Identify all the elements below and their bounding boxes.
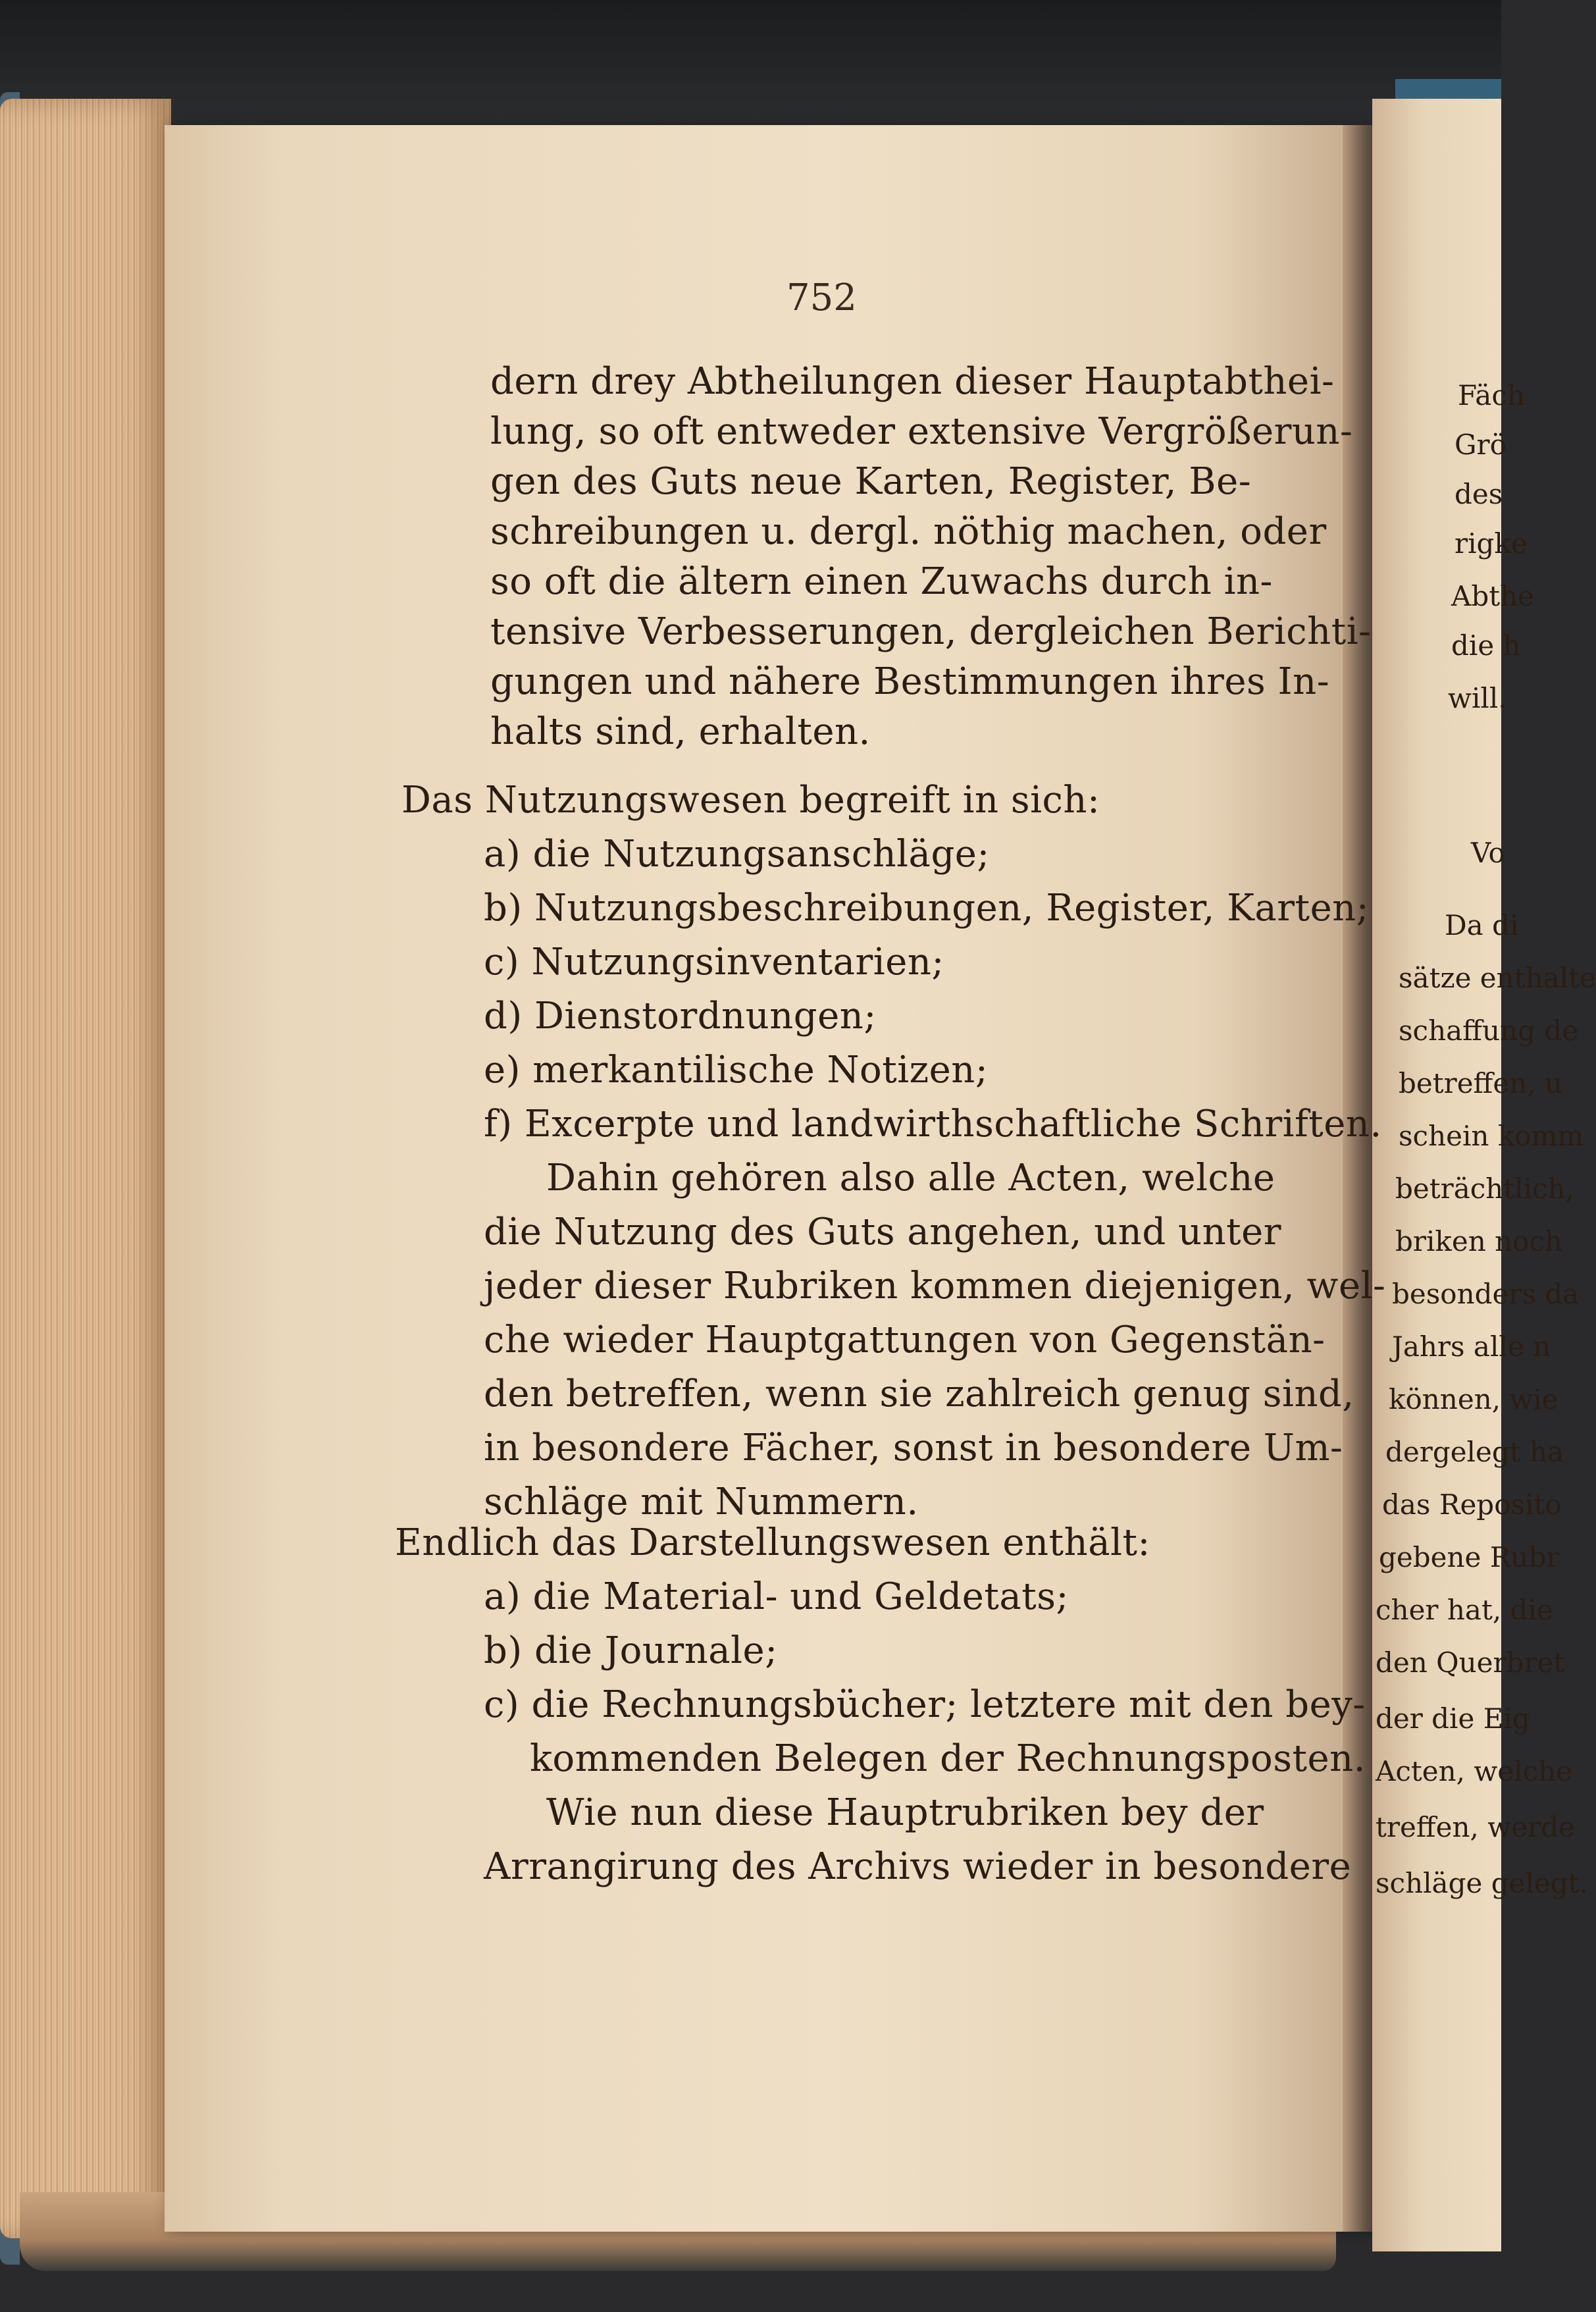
section-heading: Das Nutzungswesen begreift in sich:: [401, 779, 1100, 822]
right-page-line: gebene Rubr: [1379, 1541, 1560, 1573]
text-line: gen des Guts neue Karten, Register, Be-: [490, 460, 1252, 503]
page-number: 752: [786, 276, 857, 319]
text-line: so oft die ältern einen Zuwachs durch in-: [490, 560, 1273, 603]
text-line: che wieder Hauptgattungen von Gegenstän-: [484, 1319, 1326, 1361]
right-page-line: Abthe: [1451, 580, 1534, 612]
right-page-line: treffen, werde: [1376, 1811, 1575, 1843]
right-page-line: des: [1454, 478, 1503, 510]
text-line: schreibungen u. dergl. nöthig machen, oder: [490, 510, 1327, 553]
text-line: gungen und nähere Bestimmungen ihres In-: [490, 660, 1330, 703]
right-page-line: cher hat, die: [1376, 1594, 1553, 1626]
right-page-line: schläge gelegt.: [1376, 1867, 1588, 1899]
section-heading: Endlich das Darstellungswesen enthält:: [395, 1521, 1150, 1564]
list-item: a) die Material- und Geldetats;: [484, 1575, 1069, 1618]
right-page-line: briken noch: [1395, 1225, 1563, 1257]
right-page-line: betreffen, u: [1399, 1067, 1563, 1099]
list-item: a) die Nutzungsanschläge;: [484, 833, 990, 876]
text-line: die Nutzung des Guts angehen, und unter: [484, 1211, 1282, 1253]
list-item: d) Dienstordnungen;: [484, 995, 877, 1038]
right-page-line: will.: [1448, 682, 1507, 714]
text-line: halts sind, erhalten.: [490, 710, 871, 753]
list-item: c) Nutzungsinventarien;: [484, 941, 944, 984]
list-item-continuation: kommenden Belegen der Rechnungsposten.: [530, 1737, 1366, 1780]
list-item: c) die Rechnungsbücher; letztere mit den bey-: [484, 1683, 1366, 1726]
right-page-line: Fäch: [1458, 379, 1525, 411]
list-item: b) Nutzungsbeschreibungen, Register, Karten;: [484, 887, 1370, 930]
right-page-line: schein komm: [1399, 1120, 1584, 1152]
right-page-line: schaffung de: [1399, 1014, 1579, 1047]
text-line: Arrangirung des Archivs wieder in besondere: [484, 1845, 1352, 1888]
right-page-line: können, wie: [1389, 1383, 1558, 1415]
right-page-line: das Reposito: [1382, 1488, 1562, 1521]
right-page-line: den Querbret: [1376, 1646, 1565, 1679]
list-item: e) merkantilische Notizen;: [484, 1049, 989, 1091]
right-page-line: beträchtlich,: [1395, 1172, 1574, 1205]
right-page-line: die h: [1451, 629, 1521, 662]
text-line: schläge mit Nummern.: [484, 1481, 919, 1523]
right-page-line: dergelegt ha: [1385, 1436, 1564, 1468]
text-line: tensive Verbesserungen, dergleichen Berichti-: [490, 610, 1372, 653]
text-line: den betreffen, wenn sie zahlreich genug sind,: [484, 1373, 1354, 1415]
text-line: dern drey Abtheilungen dieser Hauptabthei-: [490, 360, 1335, 403]
right-page-line: Grö: [1454, 429, 1506, 461]
text-line: jeder dieser Rubriken kommen diejenigen, wel-: [484, 1265, 1386, 1307]
right-page-line: der die Eig: [1376, 1702, 1530, 1735]
text-line: Wie nun diese Hauptrubriken bey der: [546, 1791, 1264, 1834]
right-page-line: besonders da: [1392, 1278, 1580, 1310]
right-page-line: Jahrs alle n: [1392, 1330, 1551, 1363]
right-page-line: Acten, welche: [1376, 1755, 1573, 1787]
right-page-line: rigke: [1454, 527, 1528, 560]
text-line: in besondere Fächer, sonst in besondere Um-: [484, 1427, 1343, 1469]
text-line: Dahin gehören also alle Acten, welche: [546, 1157, 1275, 1199]
list-item: b) die Journale;: [484, 1629, 778, 1672]
right-page-line: Vo: [1471, 837, 1505, 869]
right-page-line: Da di: [1445, 909, 1519, 941]
right-page-line: sätze enthalte: [1399, 962, 1596, 994]
text-line: lung, so oft entweder extensive Vergrößerun-: [490, 410, 1353, 453]
list-item: f) Excerpte und landwirthschaftliche Schriften.: [484, 1103, 1382, 1145]
